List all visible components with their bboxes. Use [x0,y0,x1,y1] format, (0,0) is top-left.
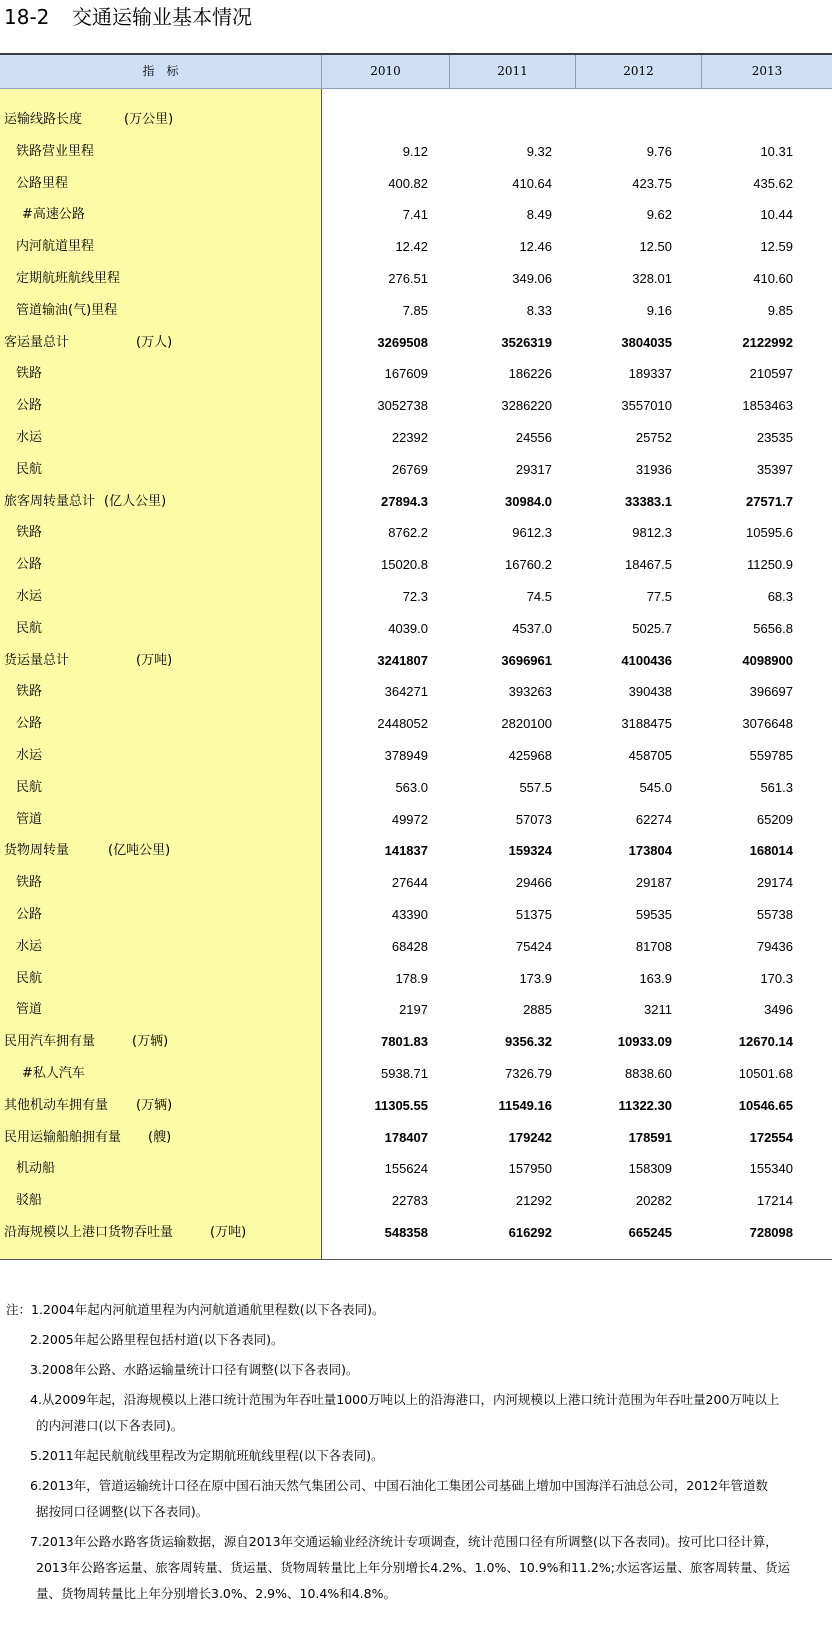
value-cell-2010: 364271 [384,684,428,700]
table-body [0,89,832,1260]
value-cell-2010: 12.42 [395,239,428,255]
table-title: 交通运输业基本情况 [72,5,252,29]
row-label: 民航 [16,461,43,477]
footnote-line: 注：1.2004年起内河航道里程为内河航道通航里程数(以下各表同)。 [6,1302,385,1317]
row-label: 驳船 [16,1193,43,1209]
table-header [0,55,832,89]
table-row [0,1185,832,1217]
value-cell-2010: 8762.2 [388,525,428,541]
value-cell-2013: 210597 [749,366,793,382]
value-cell-2011: 9356.32 [505,1034,552,1050]
table-row [0,231,832,263]
value-cell-2011: 186226 [508,366,552,382]
value-cell-2011: 3286220 [501,398,552,414]
value-cell-2012: 9.16 [646,302,672,318]
value-cell-2010: 3269508 [377,334,428,350]
value-cell-2011: 7326.79 [505,1066,552,1081]
value-cell-2012: 25752 [635,430,672,445]
value-cell-2010: 22783 [391,1193,428,1209]
value-cell-2013: 9.85 [767,302,793,318]
table-row [0,517,832,549]
table-row [0,199,832,231]
table-row [0,454,832,486]
footnote-line: 量、货物周转量比上年分别增长3.0%、2.9%、10.4%和4.8%。 [36,1586,396,1601]
row-label: 公路 [16,907,43,922]
row-label: 内河航道里程 [16,239,95,255]
row-unit: (万吨) [210,1225,247,1240]
value-cell-2011: 159324 [508,843,552,859]
value-cell-2010: 155624 [384,1161,428,1177]
value-cell-2013: 172554 [749,1129,793,1145]
table-row [0,772,832,804]
value-cell-2012: 189337 [628,366,672,382]
table-row [0,358,832,390]
value-cell-2012: 81708 [635,938,672,954]
row-label: 水运 [16,430,43,445]
value-cell-2012: 12.50 [639,239,672,255]
row-unit: (万辆) [132,1034,169,1050]
table-number: 18-2 [4,5,50,29]
value-cell-2010: 400.82 [388,175,428,191]
value-cell-2012: 9.76 [646,143,672,159]
row-unit: (艘) [148,1129,172,1145]
value-cell-2012: 29187 [635,875,672,891]
value-cell-2010: 548358 [384,1225,428,1240]
value-cell-2012: 665245 [628,1225,672,1240]
value-cell-2012: 163.9 [639,970,672,986]
value-cell-2013: 79436 [756,938,793,954]
value-cell-2011: 21292 [515,1193,552,1209]
table-row [0,168,832,200]
row-label: 沿海规模以上港口货物吞吐量 [4,1225,174,1240]
value-cell-2012: 31936 [635,461,672,477]
row-label: 民航 [16,620,43,636]
footnote-line: 的内河港口(以下各表同)。 [36,1418,184,1433]
value-cell-2013: 29174 [756,875,793,891]
value-cell-2011: 3526319 [501,334,552,350]
value-cell-2011: 349.06 [512,271,552,286]
value-cell-2011: 57073 [515,811,552,827]
value-cell-2013: 23535 [756,430,793,445]
value-cell-2012: 3211 [644,1002,672,1018]
value-cell-2010: 27644 [391,875,428,891]
footnote-line: 5.2011年起民航航线里程改为定期航班航线里程(以下各表同)。 [30,1448,384,1463]
row-label: 货物周转量 [4,843,70,859]
value-cell-2012: 59535 [635,907,672,922]
table-row [0,1058,832,1090]
value-cell-2010: 68428 [391,938,428,954]
value-cell-2013: 561.3 [760,779,793,795]
value-cell-2011: 2820100 [501,716,552,732]
value-cell-2013: 396697 [749,684,793,700]
value-cell-2013: 559785 [749,748,793,763]
value-cell-2012: 390438 [628,684,672,700]
value-cell-2011: 4537.0 [512,620,552,636]
row-label: 其他机动车拥有量 [4,1097,109,1113]
value-cell-2011: 16760.2 [505,557,552,573]
value-cell-2011: 2885 [523,1002,552,1018]
table-row [0,581,832,613]
value-cell-2010: 167609 [384,366,428,382]
row-label: 机动船 [16,1161,56,1177]
value-cell-2013: 10.44 [760,207,793,223]
row-unit: (万人) [136,334,173,350]
value-cell-2011: 29317 [515,461,552,477]
row-label: #私人汽车 [22,1066,85,1081]
table-row [0,740,832,772]
page-title [4,4,252,30]
value-cell-2011: 12.46 [519,239,552,255]
table-row [0,1122,832,1154]
value-cell-2013: 10595.6 [746,525,793,541]
row-unit: (亿人公里) [104,493,167,509]
table-row [0,549,832,581]
row-label: 货运量总计 [4,652,70,668]
value-cell-2011: 173.9 [519,970,552,986]
value-cell-2011: 3696961 [501,652,552,668]
value-cell-2013: 168014 [749,843,793,859]
value-cell-2012: 158309 [628,1161,672,1177]
row-label: 管道 [16,1002,43,1018]
row-unit: (万辆) [136,1097,173,1113]
value-cell-2010: 15020.8 [381,557,428,573]
row-label: 铁路 [16,525,43,541]
row-label: 水运 [16,589,43,604]
value-cell-2010: 9.12 [402,143,428,159]
value-cell-2010: 378949 [384,748,428,763]
row-label: 客运量总计 [4,334,70,350]
value-cell-2010: 3241807 [377,652,428,668]
value-cell-2011: 616292 [508,1225,552,1240]
value-cell-2013: 4098900 [742,652,793,668]
table-row [0,390,832,422]
value-cell-2012: 328.01 [632,271,672,286]
data-table [0,55,832,1260]
row-label: 水运 [16,748,43,763]
value-cell-2012: 458705 [628,748,672,763]
row-label: 民航 [16,970,43,986]
value-cell-2013: 35397 [756,461,793,477]
value-cell-2012: 178591 [628,1129,672,1145]
value-cell-2013: 5656.8 [753,620,793,636]
row-label: 运输线路长度 [4,112,83,127]
header-year-2012: 2012 [576,55,702,88]
table-row [0,136,832,168]
value-cell-2011: 393263 [508,684,552,700]
row-label: 公路 [16,398,43,414]
value-cell-2013: 12670.14 [738,1034,793,1050]
value-cell-2010: 49972 [391,811,428,827]
value-cell-2013: 1853463 [742,398,793,414]
value-cell-2012: 33383.1 [625,493,672,509]
table-row [0,327,832,359]
value-cell-2011: 11549.16 [498,1097,552,1113]
value-cell-2012: 173804 [628,843,672,859]
value-cell-2012: 18467.5 [625,557,672,573]
value-cell-2012: 4100436 [621,652,672,668]
value-cell-2012: 3188475 [621,716,672,732]
row-label: 铁路 [16,684,43,700]
table-row [0,422,832,454]
row-label: 定期航班航线里程 [16,271,121,286]
value-cell-2012: 3804035 [621,334,672,350]
row-label: 民航 [16,779,43,795]
value-cell-2012: 62274 [635,811,672,827]
value-cell-2013: 170.3 [760,970,793,986]
value-cell-2011: 425968 [508,748,552,763]
value-cell-2012: 5025.7 [632,620,672,636]
value-cell-2013: 17214 [756,1193,793,1209]
value-cell-2013: 3496 [764,1002,793,1018]
table-row [0,613,832,645]
table-row [0,1026,832,1058]
row-label: 公路 [16,716,43,732]
row-unit: (亿吨公里) [108,843,171,859]
footnote-line: 据按同口径调整(以下各表同)。 [36,1504,209,1519]
table-row [0,963,832,995]
table-row [0,931,832,963]
row-label: 铁路营业里程 [16,143,95,159]
row-label: 管道 [16,811,43,827]
table-row [0,804,832,836]
value-cell-2011: 24556 [515,430,552,445]
value-cell-2012: 9.62 [646,207,672,223]
header-year-2010: 2010 [322,55,450,88]
value-cell-2010: 26769 [391,461,428,477]
table-row [0,263,832,295]
value-cell-2010: 7801.83 [381,1034,428,1050]
value-cell-2013: 2122992 [742,334,793,350]
value-cell-2013: 3076648 [742,716,793,732]
footnote-line: 2.2005年起公路里程包括村道(以下各表同)。 [30,1332,284,1347]
value-cell-2011: 30984.0 [505,493,552,509]
value-cell-2010: 7.85 [402,302,428,318]
value-cell-2013: 410.60 [753,271,793,286]
value-cell-2013: 155340 [749,1161,793,1177]
table-row [0,1217,832,1249]
value-cell-2010: 11305.55 [374,1097,428,1113]
value-cell-2011: 51375 [515,907,552,922]
row-label: 民用汽车拥有量 [4,1034,96,1050]
value-cell-2013: 27571.7 [746,493,793,509]
value-cell-2010: 276.51 [388,271,428,286]
footnote-line: 2013年公路客运量、旅客周转量、货运量、货物周转量比上年分别增长4.2%、1.0%、10.9%和11.2%;水运客运量、旅客周转量、货运 [36,1560,790,1575]
table-row [0,1090,832,1122]
table-row [0,486,832,518]
row-label: 公路里程 [16,175,69,191]
row-label: 铁路 [16,875,43,891]
value-cell-2010: 2448052 [377,716,428,732]
value-cell-2013: 10.31 [760,143,793,159]
value-cell-2010: 43390 [391,907,428,922]
value-cell-2011: 157950 [508,1161,552,1177]
value-cell-2012: 9812.3 [632,525,672,541]
value-cell-2012: 545.0 [639,779,672,795]
value-cell-2013: 65209 [756,811,793,827]
value-cell-2010: 3052738 [377,398,428,414]
table-row [0,104,832,136]
value-cell-2010: 4039.0 [388,620,428,636]
footnote-line: 4.从2009年起，沿海规模以上港口统计范围为年吞吐量1000万吨以上的沿海港口，内河规模以上港口统计范围为年吞吐量200万吨以上 [30,1392,780,1407]
value-cell-2013: 12.59 [760,239,793,255]
table-row [0,708,832,740]
row-unit: (万吨) [136,652,173,668]
value-cell-2010: 141837 [384,843,428,859]
value-cell-2011: 9.32 [526,143,552,159]
value-cell-2013: 728098 [749,1225,793,1240]
value-cell-2012: 20282 [635,1193,672,1209]
value-cell-2011: 75424 [515,938,552,954]
header-year-2013: 2013 [751,64,783,78]
value-cell-2010: 178407 [384,1129,428,1145]
value-cell-2011: 557.5 [519,779,552,795]
value-cell-2010: 2197 [399,1002,428,1018]
footnote-line: 7.2013年公路水路客货运输数据，源自2013年交通运输业经济统计专项调查，统计范围口径有所调整(以下各表同)。按可比口径计算， [30,1534,778,1549]
row-label: 旅客周转量总计 [4,493,96,509]
value-cell-2012: 8838.60 [625,1066,672,1081]
value-cell-2012: 423.75 [632,175,672,191]
value-cell-2012: 77.5 [646,589,672,604]
value-cell-2011: 9612.3 [512,525,552,541]
header-indicator: 指 标 [0,55,322,88]
value-cell-2010: 22392 [391,430,428,445]
value-cell-2011: 179242 [508,1129,552,1145]
value-cell-2013: 68.3 [767,589,793,604]
row-label: 民用运输船舶拥有量 [4,1129,122,1145]
row-label: 管道输油(气)里程 [16,302,118,318]
table-row [0,994,832,1026]
value-cell-2010: 27894.3 [381,493,428,509]
table-row [0,867,832,899]
header-year-2011: 2011 [450,55,576,88]
value-cell-2013: 11250.9 [746,557,793,573]
row-unit: (万公里) [124,112,174,127]
value-cell-2012: 3557010 [621,398,672,414]
table-row [0,899,832,931]
table-row [0,1153,832,1185]
row-label: #高速公路 [22,207,85,223]
table-row [0,676,832,708]
row-label: 铁路 [16,366,43,382]
value-cell-2013: 55738 [756,907,793,922]
row-label: 水运 [16,938,43,954]
value-cell-2011: 410.64 [512,175,552,191]
value-cell-2012: 10933.09 [617,1034,672,1050]
value-cell-2011: 8.33 [526,302,552,318]
value-cell-2013: 10501.68 [738,1066,793,1081]
table-row [0,645,832,677]
value-cell-2011: 29466 [515,875,552,891]
footnote-line: 3.2008年公路、水路运输量统计口径有调整(以下各表同)。 [30,1362,359,1377]
value-cell-2010: 7.41 [402,207,428,223]
value-cell-2011: 8.49 [526,207,552,223]
footnote-line: 6.2013年，管道运输统计口径在原中国石油天然气集团公司、中国石油化工集团公司基础上增加中国海洋石油总公司，2012年管道数 [30,1478,769,1493]
value-cell-2010: 72.3 [402,589,428,604]
row-label: 公路 [16,557,43,573]
value-cell-2010: 5938.71 [381,1066,428,1081]
value-cell-2013: 10546.65 [738,1097,793,1113]
value-cell-2013: 435.62 [753,175,793,191]
value-cell-2012: 11322.30 [618,1097,672,1113]
table-row [0,835,832,867]
value-cell-2010: 563.0 [395,779,428,795]
value-cell-2010: 178.9 [395,970,428,986]
table-row [0,295,832,327]
value-cell-2011: 74.5 [526,589,552,604]
